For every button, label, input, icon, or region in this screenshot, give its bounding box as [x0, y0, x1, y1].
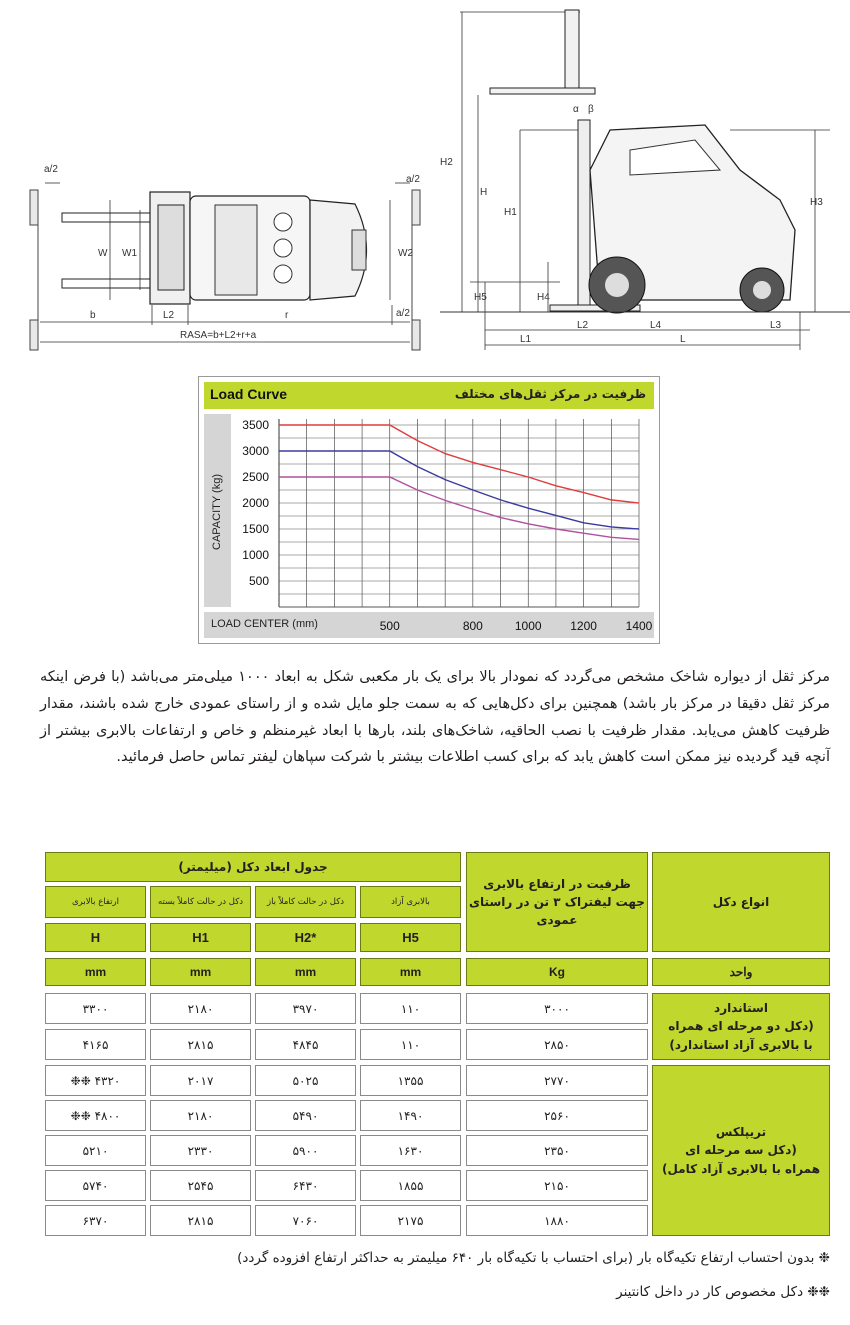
- y-tick-label: 1000: [242, 548, 269, 562]
- x-tick-label: 500: [379, 619, 400, 633]
- col-unit-3: mm: [255, 958, 356, 986]
- dim-l1: L1: [520, 334, 532, 345]
- table-cell: ۵۲۱۰: [45, 1135, 146, 1166]
- forklift-top-view-diagram: [0, 0, 440, 360]
- table-cell: ۵۹۰۰: [255, 1135, 356, 1166]
- unit-label: واحد: [652, 958, 830, 986]
- table-cell: ۶۳۷۰: [45, 1205, 146, 1236]
- col-unit-1: mm: [45, 958, 146, 986]
- capacity-cell: ۱۸۸۰: [466, 1205, 648, 1236]
- table-cell: ۱۳۵۵: [360, 1065, 461, 1096]
- table-cell: ۱۸۵۵: [360, 1170, 461, 1201]
- col-desc-1: ارتفاع بالابری: [45, 886, 146, 918]
- dim-w: W: [98, 248, 108, 259]
- mast-type-1: استاندارد (دکل دو مرحله ای همراه با بالابری آزاد استاندارد): [652, 993, 830, 1060]
- dim-a-half-bottom: a/2: [396, 308, 410, 319]
- table-cell: ۱۴۹۰: [360, 1100, 461, 1131]
- dim-h2: H2: [440, 157, 453, 168]
- dim-h3: H3: [810, 197, 823, 208]
- dim-h: H: [480, 187, 488, 198]
- table-cell: ❉❉ ۴۳۲۰: [45, 1065, 146, 1096]
- col-code-4: H5: [360, 923, 461, 952]
- series-line-3: [279, 477, 639, 539]
- table-cell: ۵۴۹۰: [255, 1100, 356, 1131]
- table-cell: ۴۱۶۵: [45, 1029, 146, 1060]
- dim-h5: H5: [474, 292, 487, 303]
- y-axis-label: CAPACITY (kg): [211, 474, 223, 550]
- capacity-header: ظرفیت در ارتفاع بالابری جهت لیفتراک ۳ تن در راستای عمودی: [466, 852, 648, 952]
- footnote-2: ❉❉ دکل مخصوص کار در داخل کانتینر: [616, 1284, 830, 1300]
- dim-h4: H4: [537, 292, 550, 303]
- dim-b: b: [90, 310, 96, 321]
- x-tick-label: 1000: [514, 619, 542, 633]
- table-cell: ۵۰۲۵: [255, 1065, 356, 1096]
- dim-l3: L3: [770, 320, 782, 331]
- col-code-3: H2*: [255, 923, 356, 952]
- table-cell: ۲۳۳۰: [150, 1135, 251, 1166]
- table-cell: ۵۷۴۰: [45, 1170, 146, 1201]
- col-unit-2: mm: [150, 958, 251, 986]
- table-cell: ۲۱۷۵: [360, 1205, 461, 1236]
- load-curve-plot: [199, 377, 659, 643]
- table-cell: ۶۴۳۰: [255, 1170, 356, 1201]
- dim-a-half-left: a/2: [44, 164, 58, 175]
- dim-rasa: RASA=b+L2+r+a: [180, 330, 257, 341]
- table-cell: ۴۸۴۵: [255, 1029, 356, 1060]
- forklift-side-view-diagram: [440, 0, 850, 360]
- dim-w2: W2: [398, 248, 413, 259]
- dim-l2: L2: [163, 310, 175, 321]
- capacity-cell: ۲۷۷۰: [466, 1065, 648, 1096]
- dim-beta: β: [588, 104, 594, 115]
- dim-l4: L4: [650, 320, 662, 331]
- table-cell: ۱۶۳۰: [360, 1135, 461, 1166]
- mast-type-header: انواع دکل: [652, 852, 830, 952]
- capacity-cell: ۲۳۵۰: [466, 1135, 648, 1166]
- dim-l2-side: L2: [577, 320, 589, 331]
- capacity-unit: Kg: [466, 958, 648, 986]
- col-unit-4: mm: [360, 958, 461, 986]
- capacity-cell: ۲۵۶۰: [466, 1100, 648, 1131]
- load-curve-chart: [198, 376, 660, 644]
- x-axis-label: LOAD CENTER (mm): [211, 618, 318, 630]
- load-curve-title-fa: ظرفیت در مرکز ثقل‌های مختلف: [454, 387, 646, 401]
- load-center-description: مرکز ثقل از دیواره شاخک مشخص می‌گردد که نمودار بالا برای یک بار مکعبی شکل به ابعاد ۱۰۰۰ میلی‌متر می‌باشد (با فرض اینکه مرکز ثقل دقیقا در مرکز بار باشد) همچنین برای دکل‌هایی که به سمت جلو مایل شده و از راستای عمودی خارج شده باشند، مقدار ظرفیت کاهش می‌یابد. مقدار ظرفیت با نصب الحاقیه، شاخک‌های بلند، بارها با ابعاد غیرمنظم و خاص و ارتفاعات بالابری بیشتر از آنچه قید گردیده نیز ممکن است کاهش یابد که برای کسب اطلاعات بیشتر با شرکت سپاهان لیفتر تماس حاصل فرمائید.: [40, 669, 830, 766]
- y-tick-label: 3000: [242, 444, 269, 458]
- capacity-cell: ۲۱۵۰: [466, 1170, 648, 1201]
- col-desc-3: دکل در حالت کاملاً باز: [255, 886, 356, 918]
- footnote-1: ❉ بدون احتساب ارتفاع تکیه‌گاه بار (برای احتساب با تکیه‌گاه بار ۶۴۰ میلیمتر به حداکثر ارتفاع افزوده گردد): [237, 1250, 830, 1266]
- dim-l: L: [680, 334, 686, 345]
- capacity-cell: ۲۸۵۰: [466, 1029, 648, 1060]
- table-cell: ۱۱۰: [360, 1029, 461, 1060]
- table-cell: ۷۰۶۰: [255, 1205, 356, 1236]
- dim-a-half-right: a/2: [406, 174, 420, 185]
- y-tick-label: 3500: [242, 418, 269, 432]
- x-tick-label: 800: [462, 619, 483, 633]
- table-cell: ۲۵۴۵: [150, 1170, 251, 1201]
- col-desc-4: بالابری آزاد: [360, 886, 461, 918]
- mast-type-2: تریپلکس (دکل سه مرحله ای همراه با بالابری آزاد کامل): [652, 1065, 830, 1236]
- table-cell: ۲۱۸۰: [150, 993, 251, 1024]
- y-tick-label: 500: [248, 574, 269, 588]
- dim-h1: H1: [504, 207, 517, 218]
- dimension-group-header: جدول ابعاد دکل (میلیمتر): [45, 852, 461, 882]
- col-desc-2: دکل در حالت کاملاً بسته: [150, 886, 251, 918]
- load-curve-title: Load Curve: [210, 386, 288, 402]
- x-tick-label: 1200: [570, 619, 597, 633]
- col-code-1: H: [45, 923, 146, 952]
- table-cell: ۲۰۱۷: [150, 1065, 251, 1096]
- table-cell: ۳۳۰۰: [45, 993, 146, 1024]
- table-cell: ۳۹۷۰: [255, 993, 356, 1024]
- table-cell: ۱۱۰: [360, 993, 461, 1024]
- dim-w1: W1: [122, 248, 137, 259]
- capacity-cell: ۳۰۰۰: [466, 993, 648, 1024]
- table-cell: ۲۸۱۵: [150, 1029, 251, 1060]
- dim-alpha: α: [573, 104, 579, 115]
- table-cell: ❉❉ ۴۸۰۰: [45, 1100, 146, 1131]
- y-tick-label: 2000: [242, 496, 269, 510]
- y-tick-label: 2500: [242, 470, 269, 484]
- y-tick-label: 1500: [242, 522, 269, 536]
- dim-r: r: [285, 310, 289, 321]
- table-cell: ۲۱۸۰: [150, 1100, 251, 1131]
- table-cell: ۲۸۱۵: [150, 1205, 251, 1236]
- x-tick-label: 1400: [625, 619, 653, 633]
- col-code-2: H1: [150, 923, 251, 952]
